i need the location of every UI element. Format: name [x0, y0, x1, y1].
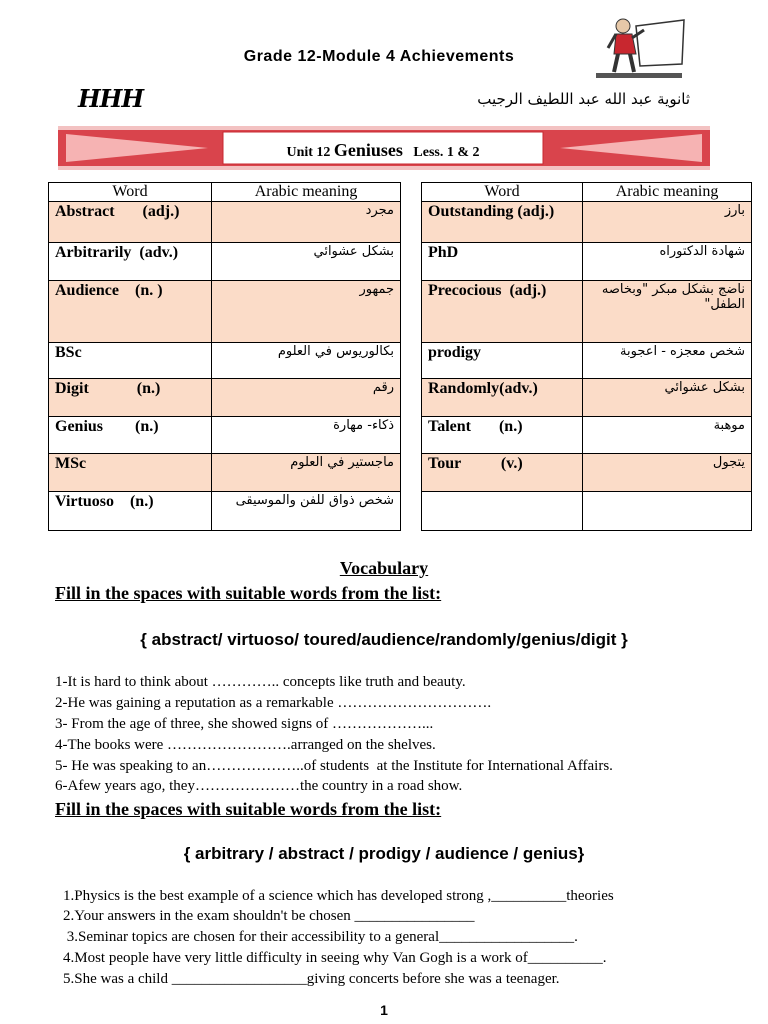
vocab-arabic-meaning: شخص ذواق للفن والموسيقى	[212, 492, 401, 531]
vocab-arabic-meaning: ذكاء- مهارة	[212, 417, 401, 454]
table-row	[49, 379, 401, 417]
person-with-sign-illustration	[590, 14, 688, 82]
vocab-arabic-meaning: ماجستير في العلوم	[212, 454, 401, 492]
exercise-1-sentence: 3- From the age of three, she showed signs of ………………...	[55, 716, 434, 732]
exercise-1-sentence: 4-The books were …………………….arranged on the shelves.	[55, 737, 436, 753]
vocab-word: Genius (n.)	[49, 417, 212, 454]
vocab-word: Audience (n. )	[49, 281, 212, 343]
vocab-word: Precocious (adj.)	[422, 281, 583, 343]
exercise-2-sentence: 3.Seminar topics are chosen for their accessibility to a general__________________.	[63, 929, 578, 945]
vocab-word: Virtuoso (n.)	[49, 492, 212, 531]
lesson-number: Less. 1 & 2	[413, 145, 480, 160]
vocabulary-table-left	[48, 182, 401, 531]
table-row	[422, 243, 752, 281]
exercise-2-word-list: { arbitrary / abstract / prodigy / audience / genius}	[183, 844, 585, 863]
page-number: 1	[380, 1002, 388, 1018]
table-row	[49, 243, 401, 281]
column-header-meaning: Arabic meaning	[212, 183, 401, 202]
vocabulary-heading: Vocabulary	[339, 558, 429, 578]
vocab-word	[422, 492, 583, 531]
vocab-word: MSc	[49, 454, 212, 492]
unit-number: Unit 12	[286, 145, 331, 160]
unit-topic: Geniuses	[333, 140, 403, 160]
table-row	[49, 202, 401, 243]
vocab-word: BSc	[49, 343, 212, 379]
table-row	[49, 343, 401, 379]
exercise-2-sentence: 4.Most people have very little difficulty in seeing why Van Gogh is a work of__________.	[63, 950, 607, 966]
vocab-arabic-meaning: شهادة الدكتوراه	[583, 243, 752, 281]
school-name: ثانوية عبد الله عبد اللطيف الرجيب	[477, 90, 690, 108]
exercise-2-sentence: 1.Physics is the best example of a science which has developed strong ,__________theories	[63, 888, 614, 904]
table-row	[49, 417, 401, 454]
vocab-word: Tour (v.)	[422, 454, 583, 492]
vocab-arabic-meaning: جمهور	[212, 281, 401, 343]
exercise-2-sentence: 5.She was a child __________________giving concerts before she was a teenager.	[63, 971, 560, 987]
vocab-arabic-meaning: بشكل عشوائي	[583, 379, 752, 417]
column-header-word: Word	[422, 183, 583, 202]
exercise-1-sentence: 1-It is hard to think about ………….. concepts like truth and beauty.	[55, 674, 466, 690]
column-header-meaning: Arabic meaning	[583, 183, 752, 202]
exercise-1-instruction: Fill in the spaces with suitable words from the list:	[55, 583, 442, 603]
vocab-arabic-meaning: مجرد	[212, 202, 401, 243]
document-title: Grade 12-Module 4 Achievements	[243, 48, 515, 65]
vocab-word: Talent (n.)	[422, 417, 583, 454]
vocab-arabic-meaning: رقم	[212, 379, 401, 417]
table-row	[422, 417, 752, 454]
vocab-word: Randomly(adv.)	[422, 379, 583, 417]
vocab-arabic-meaning: بشكل عشوائي	[212, 243, 401, 281]
vocab-word: Abstract (adj.)	[49, 202, 212, 243]
table-row	[422, 343, 752, 379]
vocab-arabic-meaning: ناضج بشكل مبكر "وبخاصه الطفل"	[583, 281, 752, 343]
vocab-word: Arbitrarily (adv.)	[49, 243, 212, 281]
vocab-word: Outstanding (adj.)	[422, 202, 583, 243]
table-row	[422, 281, 752, 343]
exercise-2-sentence: 2.Your answers in the exam shouldn't be chosen ________________	[63, 908, 475, 924]
column-header-word: Word	[49, 183, 212, 202]
vocab-word: PhD	[422, 243, 583, 281]
vocab-arabic-meaning: شخص معجزه - اعجوبة	[583, 343, 752, 379]
exercise-1-sentence: 6-Afew years ago, they…………………the country in a road show.	[55, 778, 463, 794]
school-logo-text: HHH	[78, 84, 144, 113]
table-row	[422, 202, 752, 243]
table-row	[422, 454, 752, 492]
exercise-1-sentence: 5- He was speaking to an………………..of students at the Institute for International Affairs.	[55, 758, 613, 774]
table-row	[49, 281, 401, 343]
unit-banner-label	[225, 135, 541, 165]
exercise-1-word-list: { abstract/ virtuoso/ toured/audience/randomly/genius/digit }	[140, 630, 628, 649]
table-row	[422, 379, 752, 417]
exercise-2-instruction: Fill in the spaces with suitable words from the list:	[55, 799, 442, 819]
vocab-arabic-meaning	[583, 492, 752, 531]
vocab-word: prodigy	[422, 343, 583, 379]
vocabulary-table-right	[421, 182, 752, 531]
vocab-arabic-meaning: يتجول	[583, 454, 752, 492]
exercise-1-sentence: 2-He was gaining a reputation as a remarkable ………………………….	[55, 695, 492, 711]
vocab-word: Digit (n.)	[49, 379, 212, 417]
table-row	[49, 454, 401, 492]
table-row	[422, 492, 752, 531]
vocab-arabic-meaning: بارز	[583, 202, 752, 243]
vocab-arabic-meaning: موهبة	[583, 417, 752, 454]
vocab-arabic-meaning: بكالوريوس في العلوم	[212, 343, 401, 379]
table-row	[49, 492, 401, 531]
